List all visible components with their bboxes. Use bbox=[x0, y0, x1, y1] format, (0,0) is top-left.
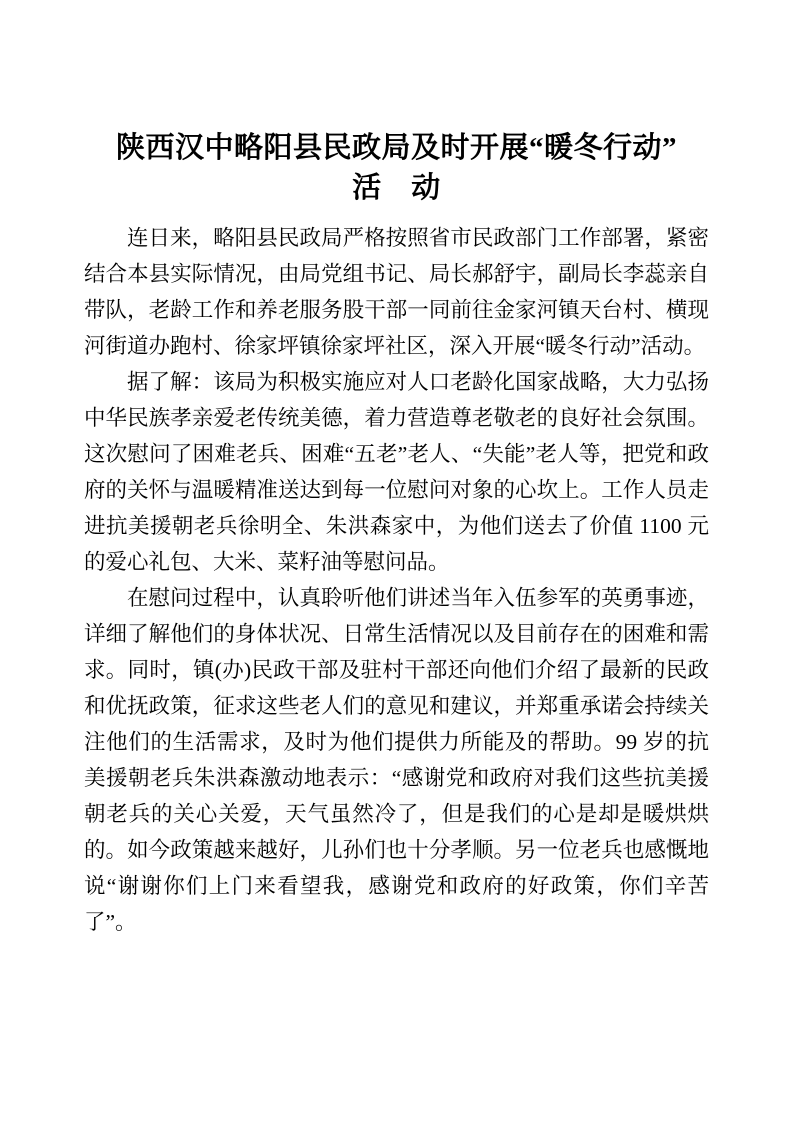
document-title-line2: 活 动 bbox=[352, 172, 441, 204]
paragraph-2: 据了解：该局为积极实施应对人口老龄化国家战略，大力弘扬中华民族孝亲爱老传统美德，着力营造尊老敬老的良好社会氛围。这次慰问了困难老兵、困难“五老”老人、“失能”老人等，把党和政府的关怀与温暖精准送达到每一位慰问对象的心坎上。工作人员走进抗美援朝老兵徐明全、朱洪森家中，为他们送去了价值 1100 元的爱心礼包、大米、菜籽油等慰问品。 bbox=[84, 370, 709, 574]
document-title-line1: 陕西汉中略阳县民政局及时开展“暖冬行动” bbox=[115, 132, 677, 164]
paragraph-1: 连日来，略阳县民政局严格按照省市民政部门工作部署，紧密结合本县实际情况，由局党组书记、局长郝舒宇，副局长李蕊亲自带队，老龄工作和养老服务股干部一同前往金家河镇天台村、横现河街道办跑村、徐家坪镇徐家坪社区，深入开展“暖冬行动”活动。 bbox=[84, 226, 709, 358]
paragraph-3: 在慰问过程中，认真聆听他们讲述当年入伍参军的英勇事迹，详细了解他们的身体状况、日常生活情况以及目前存在的困难和需求。同时，镇(办)民政干部及驻村干部还向他们介绍了最新的民政和优抚政策，征求这些老人们的意见和建议，并郑重承诺会持续关注他们的生活需求，及时为他们提供力所能及的帮助。99 岁的抗美援朝老兵朱洪森激动地表示：“感谢党和政府对我们这些抗美援朝老兵的关心关爱，天气虽然冷了，但是我们的心是却是暖烘烘的。如今政策越来越好，儿孙们也十分孝顺。另一位老兵也感慨地说“谢谢你们上门来看望我，感谢党和政府的好政策，你们辛苦了”。 bbox=[84, 586, 709, 934]
document-title bbox=[84, 128, 709, 208]
document-body bbox=[84, 220, 709, 940]
